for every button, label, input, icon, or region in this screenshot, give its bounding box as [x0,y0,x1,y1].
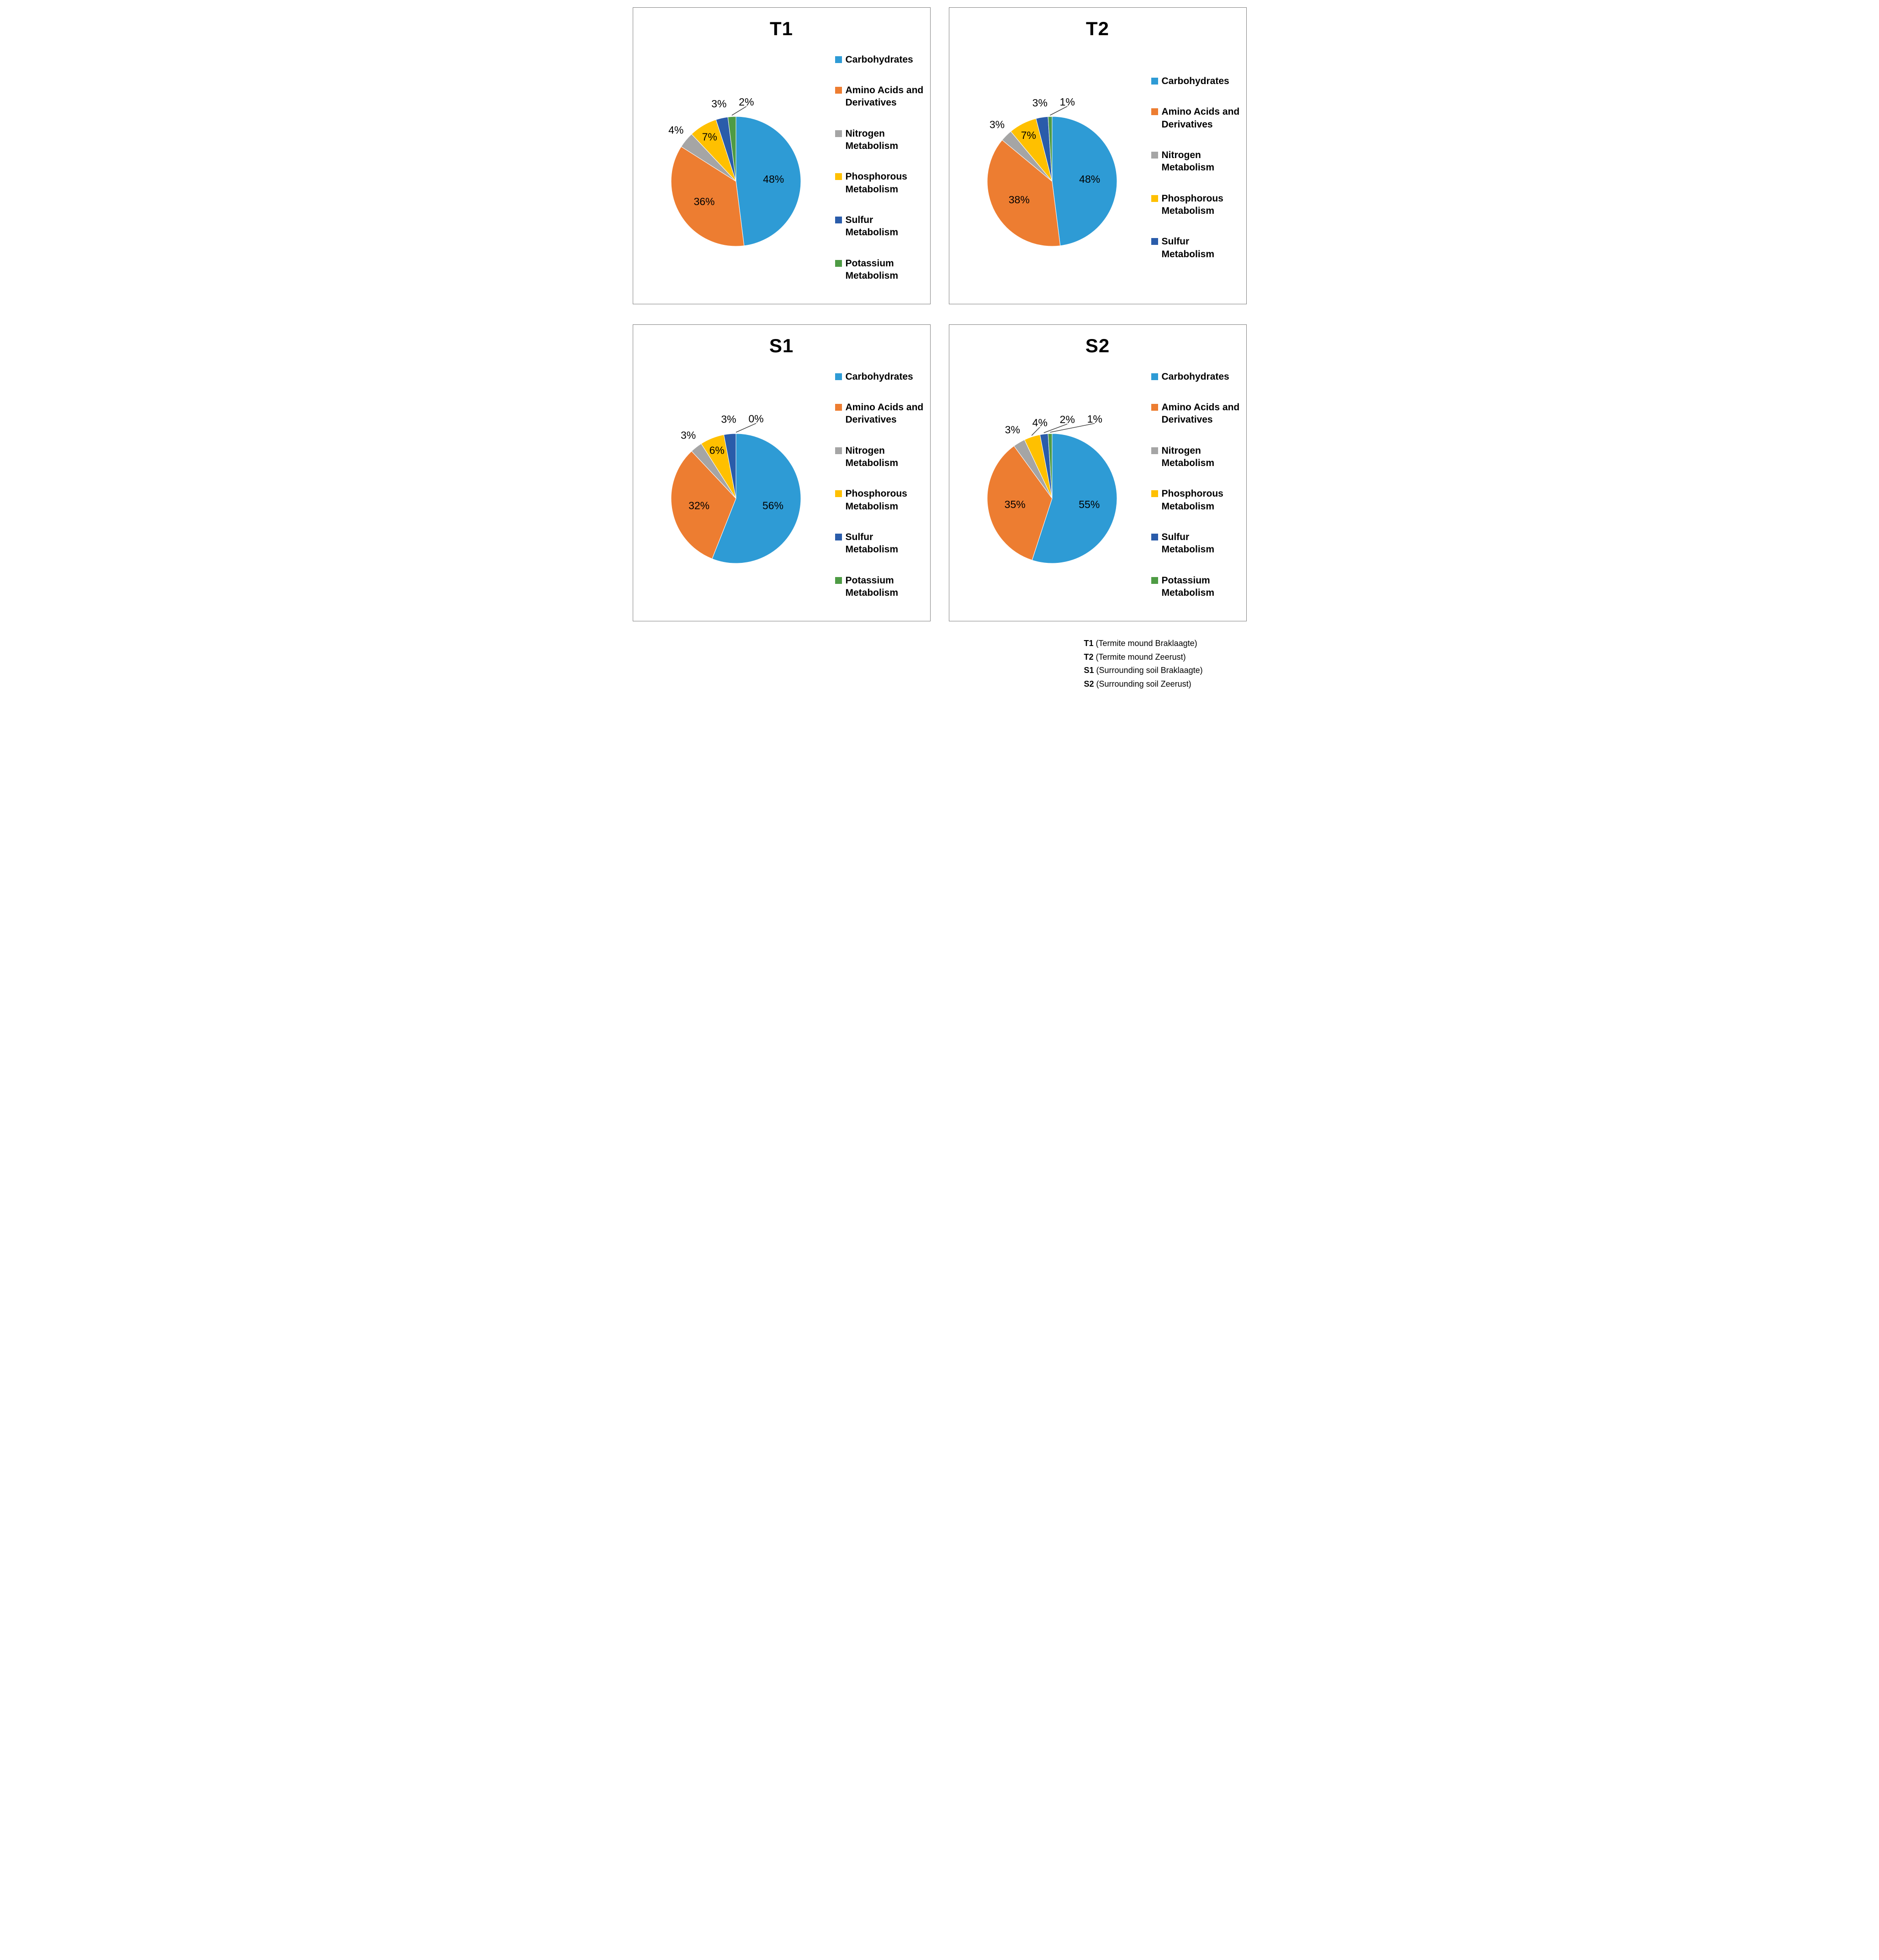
legend-swatch-amino-acids-and-derivatives [835,87,842,94]
slice-percent-label: 48% [1079,173,1100,185]
legend-label: Potassium Metabolism [1161,575,1215,598]
footnote-label: T2 [1084,652,1094,662]
slice-percent-label: 55% [1078,498,1100,510]
legend-item-nitrogen-metabolism [1151,149,1240,174]
slice-percent-label: 36% [693,196,715,208]
legend-item-amino-acids-and-derivatives [835,401,924,426]
slice-percent-label: 4% [668,124,683,136]
footnote-line [1084,678,1235,691]
legend-swatch-sulfur-metabolism [1151,238,1158,245]
legend-label: Phosphorous Metabolism [1161,193,1223,216]
footnote-text: (Surrounding soil Zeerust) [1094,679,1191,689]
legend-swatch-sulfur-metabolism [1151,534,1158,540]
legend-item-nitrogen-metabolism [835,127,924,153]
legend-item-amino-acids-and-derivatives [1151,106,1240,131]
legend-label: Amino Acids and Derivatives [845,85,924,108]
footnote-text: (Termite mound Zeerust) [1093,652,1186,662]
slice-percent-label: 7% [702,131,717,143]
legend-swatch-sulfur-metabolism [835,534,842,540]
legend-t2 [1151,75,1243,260]
legend-label: Carbohydrates [1161,371,1229,382]
legend-swatch-phosphorous-metabolism [1151,490,1158,497]
legend-item-carbohydrates [835,53,924,66]
legend-label: Potassium Metabolism [845,575,899,598]
slice-percent-label: 3% [1005,424,1020,436]
legend-item-carbohydrates [1151,75,1240,87]
legend-swatch-potassium-metabolism [835,260,842,267]
footnote-text: (Surrounding soil Braklaagte) [1094,666,1203,675]
legend-label: Nitrogen Metabolism [1161,150,1215,173]
slice-percent-label: 35% [1004,498,1026,510]
slice-percent-label: 2% [738,95,754,108]
legend-swatch-phosphorous-metabolism [835,490,842,497]
legend-label: Nitrogen Metabolism [1161,445,1215,469]
legend-swatch-potassium-metabolism [1151,577,1158,584]
footnote-label: S1 [1084,666,1094,675]
slice-percent-label: 56% [762,499,783,512]
legend-swatch-carbohydrates [835,56,842,63]
pie-chart-t2 [954,60,1150,280]
slice-percent-label: 32% [688,499,709,512]
footnote-label: S2 [1084,679,1094,689]
legend-label: Carbohydrates [1161,76,1229,87]
legend-item-phosphorous-metabolism [835,487,924,513]
legend-swatch-carbohydrates [1151,78,1158,85]
legend-swatch-nitrogen-metabolism [835,447,842,454]
chart-panel-s1 [633,324,931,621]
slice-percent-label: 1% [1059,95,1075,108]
legend-label: Amino Acids and Derivatives [1161,106,1240,130]
pie-chart-s1 [638,377,834,597]
footnote-line [1084,651,1235,664]
legend-swatch-carbohydrates [835,373,842,380]
pie-chart-t1 [638,60,834,280]
legend-s2 [1151,371,1243,599]
legend-item-potassium-metabolism [1151,574,1240,599]
footnotes [633,637,1247,691]
legend-label: Sulfur Metabolism [1161,531,1215,555]
slice-percent-label: 0% [748,413,764,425]
pie-chart-s2 [954,377,1150,597]
slice-percent-label: 3% [680,429,696,441]
footnote-label: T1 [1084,639,1094,648]
chart-panel-t2 [949,7,1247,304]
slice-percent-label: 7% [1021,129,1036,141]
legend-item-sulfur-metabolism [835,214,924,239]
legend-swatch-potassium-metabolism [835,577,842,584]
legend-item-amino-acids-and-derivatives [1151,401,1240,426]
slice-percent-label: 4% [1032,416,1048,429]
footnote-line [1084,664,1235,678]
legend-label: Amino Acids and Derivatives [1161,402,1240,425]
legend-label: Carbohydrates [845,371,913,382]
legend-swatch-phosphorous-metabolism [835,173,842,180]
slice-percent-label: 3% [711,97,726,110]
slice-percent-label: 6% [709,444,725,456]
legend-swatch-phosphorous-metabolism [1151,195,1158,202]
legend-label: Phosphorous Metabolism [845,171,907,195]
slice-percent-label: 48% [762,173,784,185]
legend-item-sulfur-metabolism [1151,235,1240,260]
legend-item-potassium-metabolism [835,257,924,282]
legend-item-nitrogen-metabolism [1151,445,1240,470]
legend-item-potassium-metabolism [835,574,924,599]
legend-label: Potassium Metabolism [845,258,899,281]
legend-label: Phosphorous Metabolism [1161,488,1223,512]
footnote-line [1084,637,1235,651]
slice-percent-label: 3% [989,118,1005,131]
legend-label: Nitrogen Metabolism [845,128,899,152]
legend-swatch-amino-acids-and-derivatives [835,404,842,411]
legend-label: Phosphorous Metabolism [845,488,907,512]
chart-title-t1: T1 [769,18,793,39]
legend-swatch-carbohydrates [1151,373,1158,380]
legend-s1 [835,371,926,599]
legend-label: Sulfur Metabolism [845,214,899,238]
legend-item-amino-acids-and-derivatives [835,84,924,109]
footnotes-list [1084,637,1235,691]
legend-label: Amino Acids and Derivatives [845,402,924,425]
legend-label: Nitrogen Metabolism [845,445,899,469]
legend-swatch-sulfur-metabolism [835,217,842,223]
legend-swatch-nitrogen-metabolism [835,130,842,137]
legend-item-phosphorous-metabolism [835,170,924,196]
legend-swatch-nitrogen-metabolism [1151,152,1158,159]
chart-title-s2: S2 [1085,335,1110,356]
legend-item-sulfur-metabolism [835,531,924,556]
legend-swatch-amino-acids-and-derivatives [1151,108,1158,115]
legend-label: Sulfur Metabolism [845,531,899,555]
footnote-text: (Termite mound Braklaagte) [1093,639,1197,648]
legend-swatch-nitrogen-metabolism [1151,447,1158,454]
chart-title-s1: S1 [769,335,794,356]
slice-percent-label: 3% [720,413,736,425]
legend-item-sulfur-metabolism [1151,531,1240,556]
legend-item-phosphorous-metabolism [1151,487,1240,513]
chart-panel-t1 [633,7,931,304]
legend-label: Carbohydrates [845,54,913,65]
legend-label: Sulfur Metabolism [1161,236,1215,260]
slice-percent-label: 3% [1032,96,1048,109]
legend-swatch-amino-acids-and-derivatives [1151,404,1158,411]
slice-percent-label: 1% [1087,413,1102,425]
legend-item-carbohydrates [835,371,924,383]
chart-panel-s2 [949,324,1247,621]
figure-grid [633,7,1247,621]
legend-item-phosphorous-metabolism [1151,192,1240,217]
legend-t1 [835,53,926,282]
legend-item-nitrogen-metabolism [835,445,924,470]
slice-percent-label: 2% [1059,413,1075,425]
slice-percent-label: 38% [1008,193,1030,206]
legend-item-carbohydrates [1151,371,1240,383]
chart-title-t2: T2 [1085,18,1109,39]
figure-page [626,0,1253,705]
